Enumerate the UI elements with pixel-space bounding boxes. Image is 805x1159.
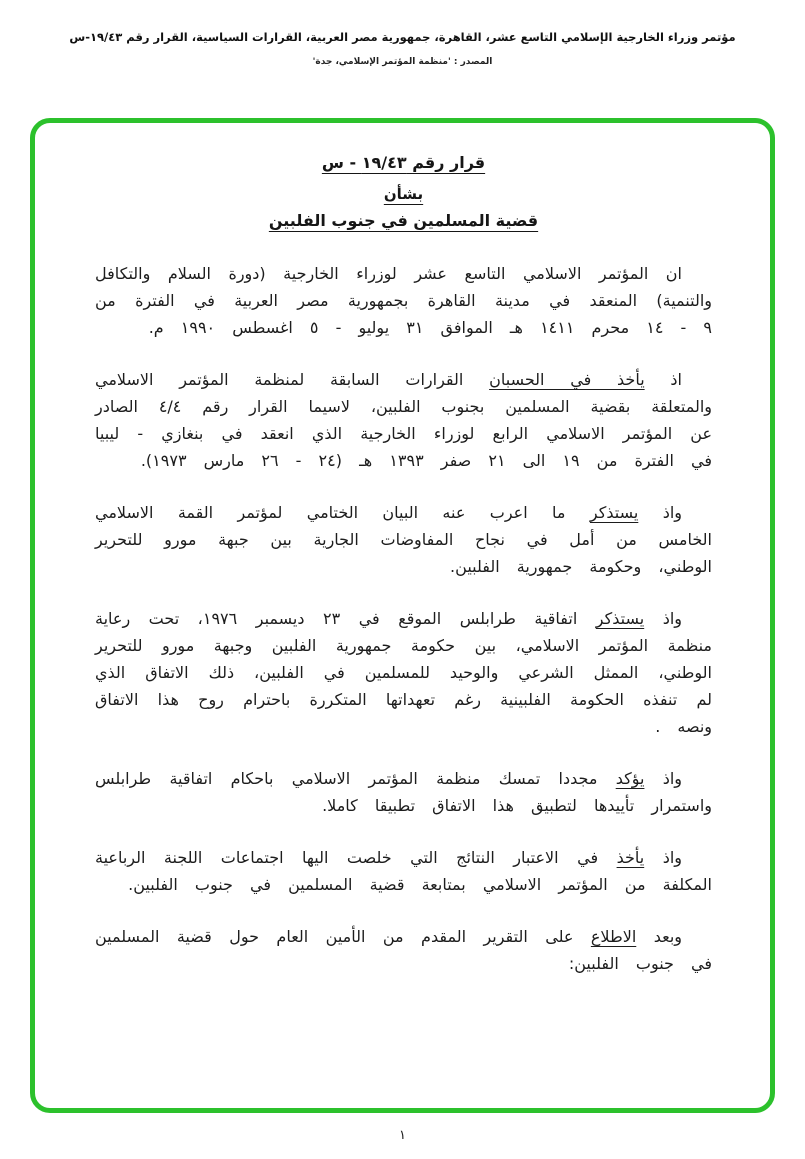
- paragraph-recalling-summit: [95, 499, 712, 580]
- paragraph-lead: واذ: [638, 503, 683, 522]
- paragraph-reaffirming: [95, 765, 712, 819]
- paragraph-keyword: يستذكر: [589, 503, 639, 522]
- paragraph-body: اتفاقية طرابلس الموقع في ٢٣ ديسمبر ١٩٧٦، تحت رعاية منظمة المؤتمر الاسلامي، بين حكومة جمهورية الفلبين وجبهة مورو للتحرير الوطني، الممثل الشرعي والوحيد للمسلمين في الفلبين، ذلك الاتفاق الذي لم تنفذه الحكومة الفلبينية رغم تعهداتها المتكررة باحترام روح هذا الاتفاق ونصه .: [95, 609, 712, 736]
- source-line: المصدر : 'منظمة المؤتمر الإسلامي، جدة': [312, 57, 493, 67]
- title-regarding-text: بشأن: [383, 185, 424, 203]
- paragraph-considering-committee-results: [95, 844, 712, 898]
- paragraph-lead: وبعد: [636, 927, 682, 946]
- paragraph-keyword: يستذكر: [595, 609, 645, 628]
- title-subject: [95, 211, 712, 230]
- paragraph-taking-into-account: [95, 366, 712, 474]
- paragraph-body: ما اعرب عنه البيان الختامي لمؤتمر القمة الاسلامي الخامس من أمل في نجاح المفاوضات الجارية بين جبهة مورو للتحرير الوطني، وحكومة جمهورية الفلبين.: [95, 503, 712, 576]
- paragraph-body: على التقرير المقدم من الأمين العام حول قضية المسلمين في جنوب الفلبين:: [95, 927, 712, 973]
- paragraph-lead: واذ: [644, 769, 683, 788]
- paragraph-body: في الاعتبار النتائج التي خلصت اليها اجتماعات اللجنة الرباعية المكلفة من المؤتمر الاسلامي بمتابعة قضية المسلمين في جنوب الفلبين.: [95, 848, 712, 894]
- paragraph-keyword: يؤكد: [615, 769, 645, 788]
- title-regarding: [95, 185, 712, 203]
- paragraph-preamble: [95, 260, 712, 341]
- paragraph-keyword: الاطلاع: [590, 927, 637, 946]
- resolution-number-title: [95, 153, 712, 172]
- paragraph-body: مجددا تمسك منظمة المؤتمر الاسلامي باحكام اتفاقية طرابلس واستمرار تأييدها لتطبيق هذا الاتفاق تطبيقا كاملا.: [95, 769, 712, 815]
- header-citation-line: مؤتمر وزراء الخارجية الإسلامي التاسع عشر، القاهرة، جمهورية مصر العربية، القرارات السياسية، القرار رقم ١٩/٤٣-س: [69, 30, 736, 44]
- title-subject-text: قضية المسلمين في جنوب الفلبين: [268, 211, 539, 230]
- paragraph-keyword: يأخذ في الحسبان: [489, 370, 645, 389]
- paragraph-lead: واذ: [644, 848, 682, 867]
- paragraph-having-reviewed-report: [95, 923, 712, 977]
- paragraph-lead: واذ: [644, 609, 683, 628]
- paragraph-body: القرارات السابقة لمنظمة المؤتمر الاسلامي والمتعلقة بقضية المسلمين بجنوب الفلبين، لاسيما القرار رقم ٤/٤ الصادر عن المؤتمر الاسلامي الرابع لوزراء الخارجية الذي انعقد في بنغازي - ليبيا في الفترة من ١٩ الى ٢١ صفر ١٣٩٣ هـ (٢٤ - ٢٦ مارس ١٩٧٣).: [95, 370, 713, 470]
- paragraph-body: ان المؤتمر الاسلامي التاسع عشر لوزراء الخارجية (دورة السلام والتكافل والتنمية) المنعقد في مدينة القاهرة بجمهورية مصر العربية في الفترة من ٩ - ١٤ محرم ١٤١١ هـ الموافق ٣١ يوليو - ٥ اغسطس ١٩٩٠ م.: [95, 264, 712, 337]
- paragraph-lead: اذ: [644, 370, 682, 389]
- paragraph-recalling-tripoli-agreement: [95, 605, 712, 740]
- paragraph-keyword: يأخذ: [616, 848, 645, 867]
- title-block: [95, 153, 712, 230]
- page-number: ١: [399, 1128, 406, 1143]
- resolution-number-text: قرار رقم ١٩/٤٣ - س: [321, 153, 486, 172]
- document-border-frame: [30, 118, 775, 1113]
